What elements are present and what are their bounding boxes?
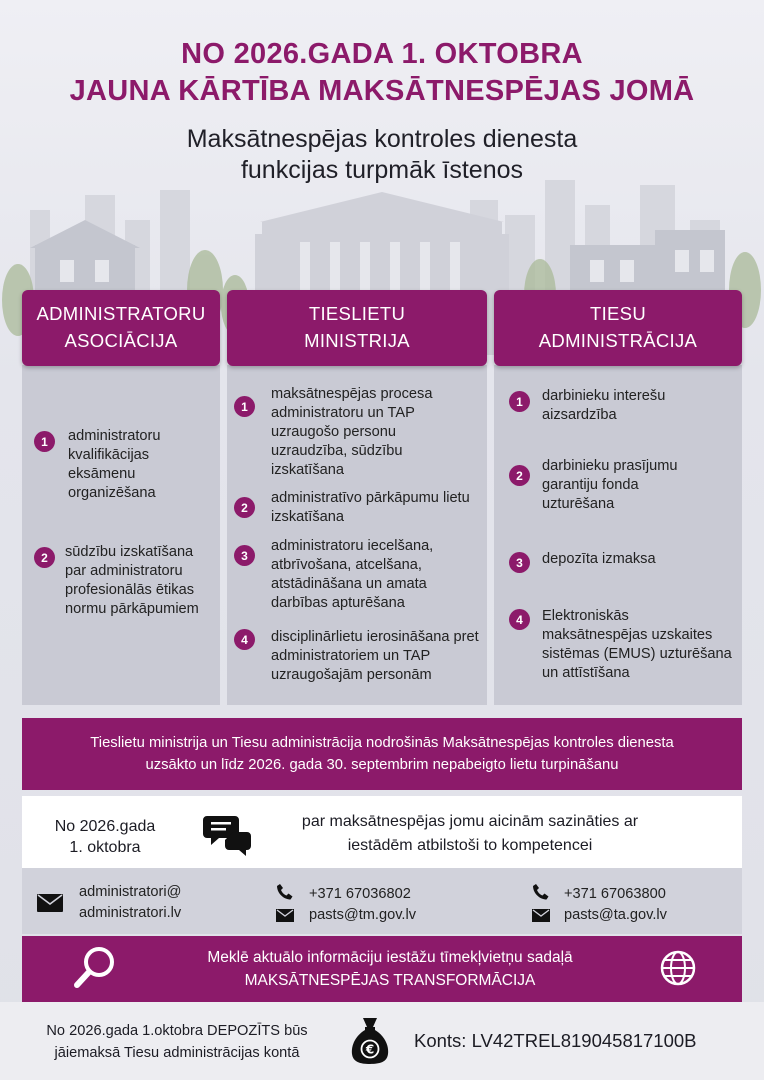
envelope-icon — [37, 894, 63, 912]
info-banner-line2: MAKSĀTNESPĒJAS TRANSFORMĀCIJA — [244, 972, 536, 989]
contact-message-line1: par maksātnespējas jomu aicinām sazināties ar — [301, 813, 639, 830]
association-email-line1: administratori@ — [79, 884, 182, 900]
svg-text:€: € — [365, 1042, 375, 1057]
continuation-banner — [22, 718, 742, 790]
info-banner-line1: Meklē aktuālo informāciju iestāžu tīmekļvietņu sadaļā — [207, 949, 573, 966]
column-header-line1: TIESLIETU — [308, 303, 406, 325]
column-header-line1: TIESU — [590, 303, 646, 325]
list-item: Elektroniskās maksātnespējas uzskaites sistēmas (EMUS) uzturēšana un attīstīšana — [542, 608, 732, 681]
list-item: administratīvo pārkāpumu lietu izskatīšana — [271, 490, 470, 525]
phone-icon — [276, 883, 294, 901]
search-icon — [72, 944, 118, 990]
column-header-line1: ADMINISTRATORU — [36, 303, 206, 325]
item-number-badge: 1 — [509, 391, 530, 412]
phone-icon — [532, 883, 550, 901]
money-bag-icon — [350, 1016, 390, 1066]
list-item: administratoru kvalifikācijas eksāmenu organizēšana — [68, 428, 161, 501]
ministry-phone[interactable]: +371 67036802 — [309, 886, 411, 902]
column-header-association — [22, 290, 220, 366]
column-panel-association — [22, 365, 220, 705]
account-number: Konts: LV42TREL819045817100B — [414, 1030, 697, 1051]
list-item: disciplinārlietu ierosināšana pret administratoriem un TAP uzraugošajām personām — [271, 629, 479, 683]
list-item: sūdzību izskatīšana par administratoru profesionālās ētikas normu pārkāpumiem — [65, 544, 199, 617]
item-number-badge: 2 — [509, 465, 530, 486]
item-number-badge: 1 — [234, 396, 255, 417]
item-number-badge: 3 — [234, 545, 255, 566]
contact-date — [30, 816, 180, 858]
item-number-badge: 3 — [509, 552, 530, 573]
column-header-line2: MINISTRIJA — [304, 330, 410, 351]
column-header-line2: ADMINISTRĀCIJA — [538, 330, 698, 351]
contact-date-line1: No 2026.gada — [54, 818, 156, 835]
globe-icon — [660, 950, 696, 986]
item-number-badge: 4 — [509, 609, 530, 630]
court-email[interactable]: pasts@ta.gov.lv — [564, 907, 667, 923]
continuation-banner-line2: uzsākto un līdz 2026. gada 30. septembrim nepabeigto lietu turpināšanu — [145, 757, 619, 773]
deposit-note — [22, 1020, 332, 1064]
continuation-banner-line1: Tieslietu ministrija un Tiesu administrācija nodrošinās Maksātnespējas kontroles dienesta — [90, 735, 674, 751]
column-header-ministry — [227, 290, 487, 366]
info-banner-text — [130, 946, 650, 992]
deposit-note-line1: No 2026.gada 1.oktobra DEPOZĪTS būs — [46, 1023, 308, 1039]
list-item: administratoru iecelšana, atbrīvošana, atcelšana, atstādināšana un amata darbības apturēšana — [271, 538, 434, 611]
contact-message-line2: iestādēm atbilstoši to kompetencei — [347, 837, 593, 854]
page-title-line1: NO 2026.GADA 1. OKTOBRA — [181, 38, 583, 70]
contact-message — [270, 810, 670, 858]
envelope-icon — [532, 909, 550, 922]
subtitle-line2: funkcijas turpmāk īstenos — [240, 156, 524, 184]
item-number-badge: 2 — [234, 497, 255, 518]
column-header-line2: ASOCIĀCIJA — [64, 330, 178, 351]
deposit-note-line2: jāiemaksā Tiesu administrācijas kontā — [54, 1045, 300, 1061]
envelope-icon — [276, 909, 294, 922]
association-email-line2: administratori.lv — [79, 905, 182, 921]
item-number-badge: 1 — [34, 431, 55, 452]
ministry-email[interactable]: pasts@tm.gov.lv — [309, 907, 417, 923]
court-phone[interactable]: +371 67063800 — [564, 886, 666, 902]
list-item: darbinieku prasījumu garantiju fonda uzturēšana — [542, 458, 678, 512]
association-email[interactable] — [79, 882, 181, 924]
item-number-badge: 2 — [34, 547, 55, 568]
chat-icon — [203, 812, 253, 858]
subtitle-line1: Maksātnespējas kontroles dienesta — [186, 125, 578, 153]
list-item: maksātnespējas procesa administratoru un TAP uzraugošo personu uzraudzība, sūdzību izskatīšana — [271, 386, 433, 478]
item-number-badge: 4 — [234, 629, 255, 650]
page-title-line2: JAUNA KĀRTĪBA MAKSĀTNESPĒJAS JOMĀ — [69, 75, 695, 107]
list-item: depozīta izmaksa — [542, 551, 656, 567]
contact-date-line2: 1. oktobra — [69, 839, 141, 856]
column-header-court — [494, 290, 742, 366]
list-item: darbinieku interešu aizsardzība — [542, 388, 666, 423]
